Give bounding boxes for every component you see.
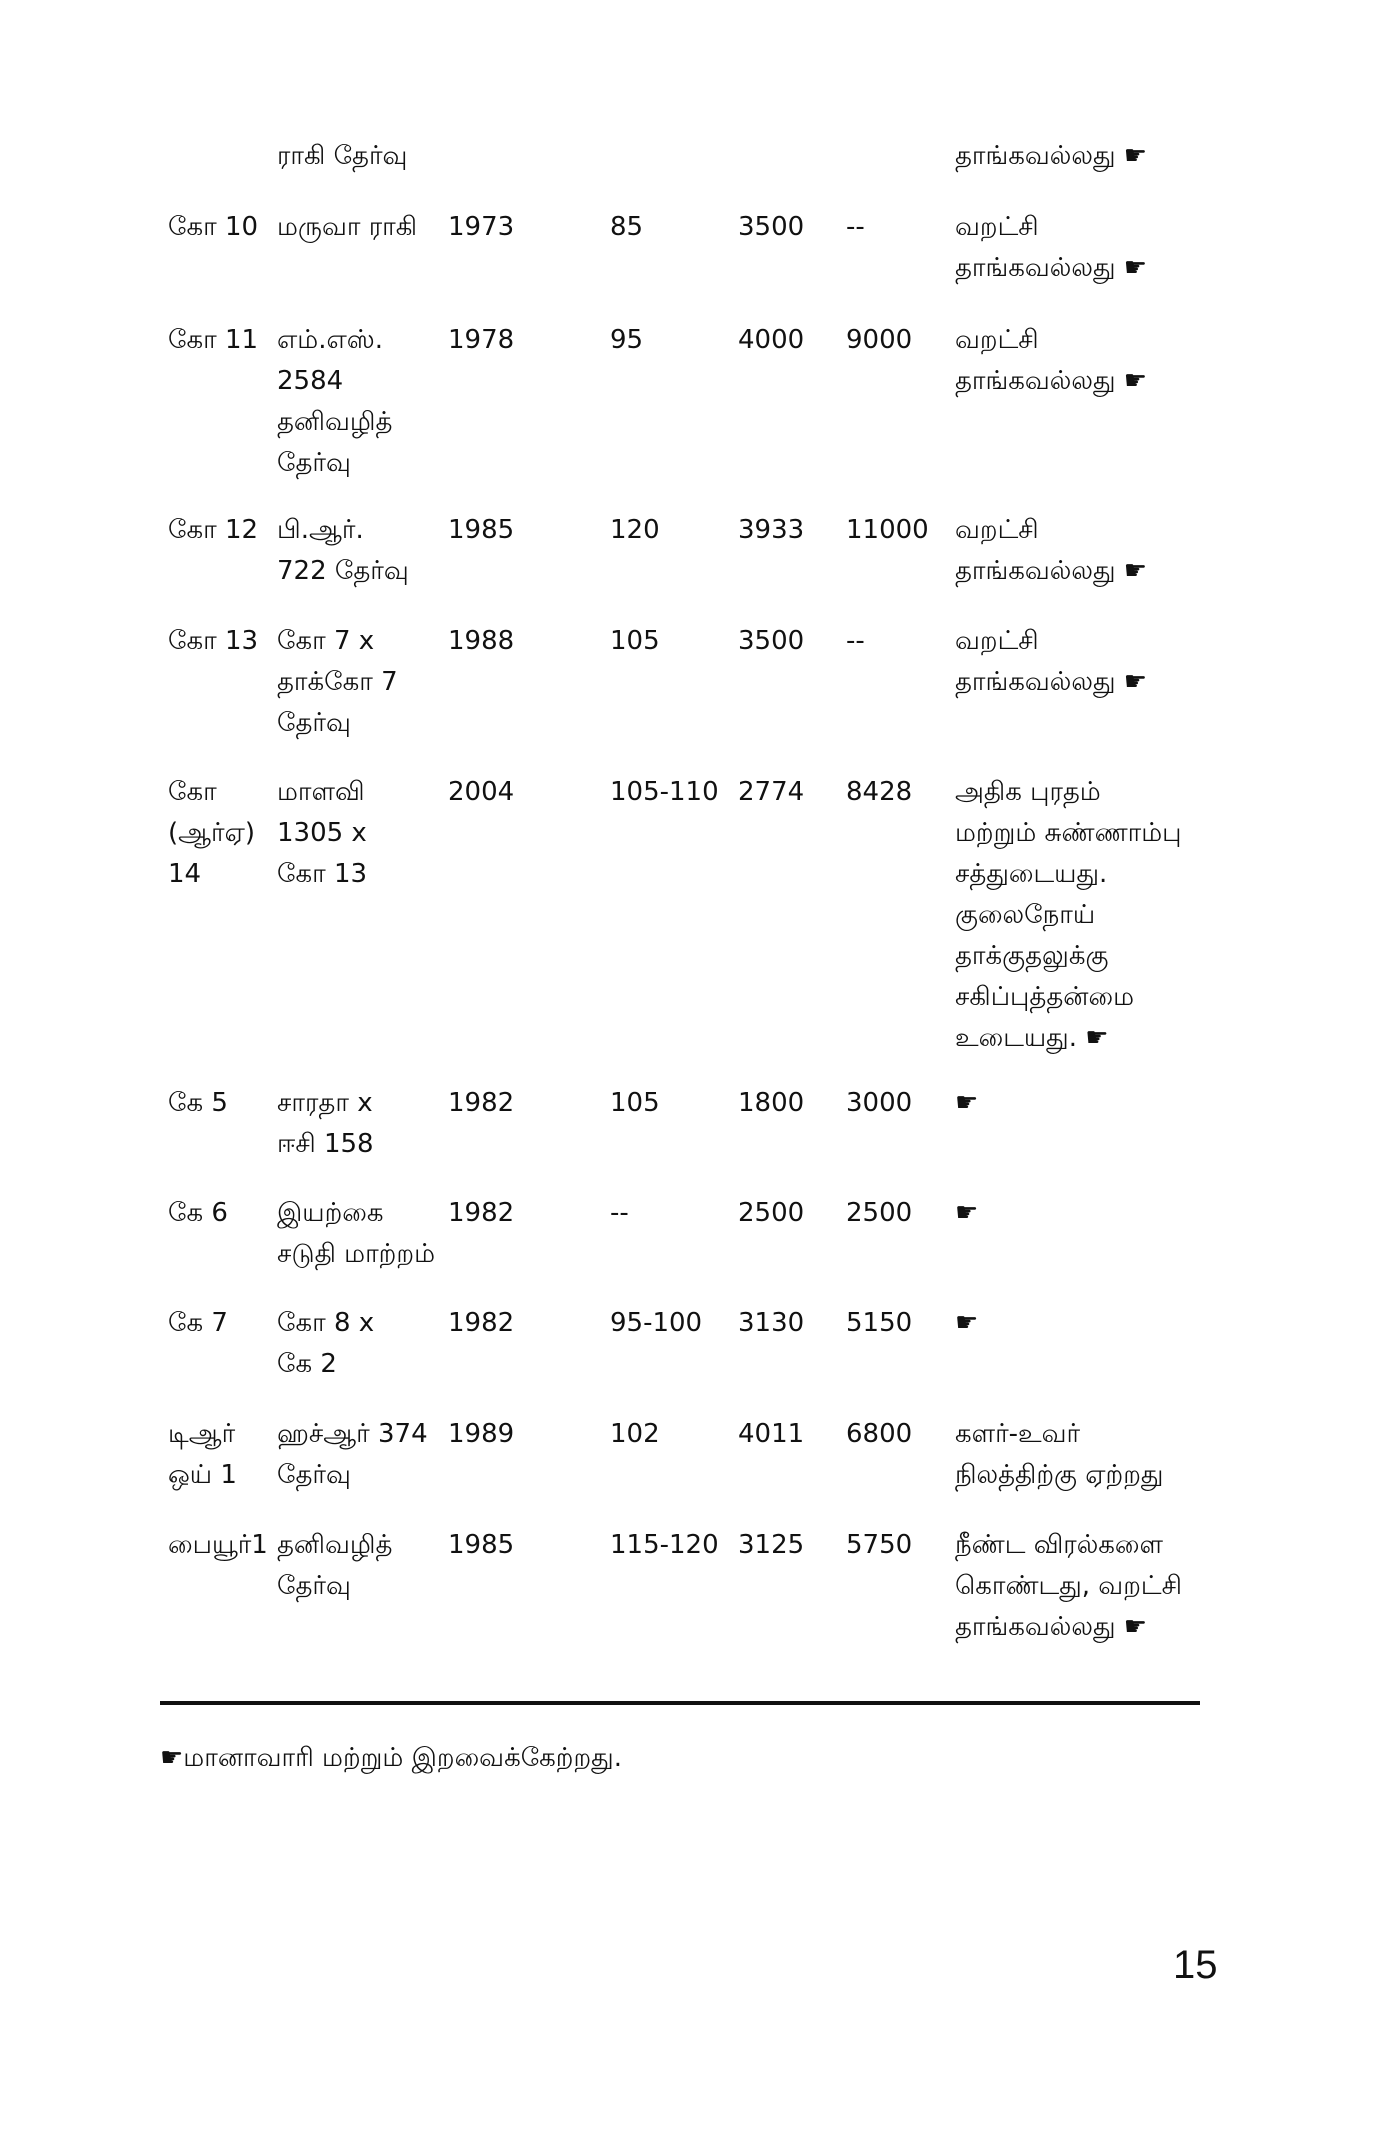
duration-cell: 105 <box>610 626 660 656</box>
year-cell: 1982 <box>448 1198 515 1228</box>
year-cell: 1989 <box>448 1419 515 1449</box>
yield-cell: 2500 <box>738 1198 805 1228</box>
yield-cell: 8428 <box>846 777 913 807</box>
yield-cell: 3933 <box>738 515 805 545</box>
parentage-cell: கோ 8 x கே 2 <box>277 1308 375 1379</box>
remarks-cell: தாங்கவல்லது ☛ <box>955 141 1148 171</box>
duration-cell: 102 <box>610 1419 660 1449</box>
remarks-cell: அதிக புரதம் மற்றும் சுண்ணாம்பு சத்துடையது. குலைநோய் தாக்குதலுக்கு சகிப்புத்தன்மை உடையது. ☛ <box>955 777 1182 1053</box>
parentage-cell: எம்.எஸ். 2584 தனிவழித் தேர்வு <box>277 325 393 478</box>
variety-cell: கே 7 <box>168 1308 228 1338</box>
year-cell: 1988 <box>448 626 515 656</box>
variety-cell: கோ 13 <box>168 626 259 656</box>
yield-cell: 3500 <box>738 626 805 656</box>
yield-cell: 3130 <box>738 1308 805 1338</box>
year-cell: 1985 <box>448 515 515 545</box>
yield-cell: -- <box>846 626 865 656</box>
year-cell: 1973 <box>448 212 515 242</box>
parentage-line: தேர்வு <box>277 1460 351 1490</box>
parentage-cell: கோ 7 x தாக்கோ 7 தேர்வு <box>277 626 398 738</box>
table-bottom-rule <box>160 1701 1200 1705</box>
variety-cell: கோ (ஆர்ஏ) 14 <box>168 777 255 889</box>
page-number: 15 <box>1173 1943 1218 1987</box>
year-cell: 1982 <box>448 1308 515 1338</box>
variety-cell: கே 6 <box>168 1198 228 1228</box>
duration-cell: 95 <box>610 325 644 355</box>
year-cell: 1982 <box>448 1088 515 1118</box>
variety-cell: டிஆர் ஒய் 1 <box>168 1419 237 1490</box>
yield-cell: 2774 <box>738 777 805 807</box>
yield-cell: 3125 <box>738 1530 805 1560</box>
variety-cell: கோ 12 <box>168 515 259 545</box>
remarks-cell: களர்-உவர் நிலத்திற்கு ஏற்றது <box>955 1419 1164 1490</box>
remarks-cell: ☛ <box>955 1088 979 1118</box>
variety-cell: கோ 11 <box>168 325 259 355</box>
yield-cell: -- <box>846 212 865 242</box>
yield-cell: 9000 <box>846 325 913 355</box>
duration-cell: 120 <box>610 515 660 545</box>
yield-cell: 1800 <box>738 1088 805 1118</box>
year-cell: 2004 <box>448 777 515 807</box>
parentage-cell: இயற்கை சடுதி மாற்றம் <box>277 1198 435 1269</box>
parentage-cell: ராகி தேர்வு <box>277 141 408 171</box>
footnote: ☛மானாவாரி மற்றும் இறவைக்கேற்றது. <box>160 1743 622 1773</box>
remarks-cell: வறட்சி தாங்கவல்லது ☛ <box>955 212 1148 283</box>
year-cell: 1978 <box>448 325 515 355</box>
yield-cell: 3500 <box>738 212 805 242</box>
yield-cell: 6800 <box>846 1419 913 1449</box>
parentage-cell: தனிவழித் தேர்வு <box>277 1530 393 1601</box>
remarks-cell: வறட்சி தாங்கவல்லது ☛ <box>955 325 1148 396</box>
remarks-cell: நீண்ட விரல்களை கொண்டது, வறட்சி தாங்கவல்லது ☛ <box>955 1530 1182 1642</box>
remarks-cell: ☛ <box>955 1198 979 1228</box>
yield-cell: 5750 <box>846 1530 913 1560</box>
variety-cell: கே 5 <box>168 1088 228 1118</box>
remarks-cell: ☛ <box>955 1308 979 1338</box>
parentage-cell <box>277 1414 447 1496</box>
year-cell: 1985 <box>448 1530 515 1560</box>
variety-cell: பையூர்1 <box>168 1530 268 1560</box>
yield-cell: 5150 <box>846 1308 913 1338</box>
duration-cell: 85 <box>610 212 644 242</box>
parentage-cell: சாரதா x ஈசி 158 <box>277 1088 374 1159</box>
duration-cell: 115-120 <box>610 1530 719 1560</box>
remarks-cell: வறட்சி தாங்கவல்லது ☛ <box>955 626 1148 697</box>
yield-cell: 3000 <box>846 1088 913 1118</box>
variety-cell: கோ 10 <box>168 212 259 242</box>
yield-cell: 4000 <box>738 325 805 355</box>
parentage-cell: மருவா ராகி <box>277 212 418 242</box>
parentage-cell: பி.ஆர். 722 தேர்வு <box>277 515 409 586</box>
duration-cell: 105 <box>610 1088 660 1118</box>
yield-cell: 4011 <box>738 1419 805 1449</box>
yield-cell: 11000 <box>846 515 929 545</box>
duration-cell: 105-110 <box>610 777 719 807</box>
remarks-cell: வறட்சி தாங்கவல்லது ☛ <box>955 515 1148 586</box>
parentage-cell: மாளவி 1305 x கோ 13 <box>277 777 368 889</box>
duration-cell: 95-100 <box>610 1308 703 1338</box>
yield-cell: 2500 <box>846 1198 913 1228</box>
duration-cell: -- <box>610 1198 629 1228</box>
parentage-line: ஹச்ஆர் 374 <box>277 1419 428 1449</box>
